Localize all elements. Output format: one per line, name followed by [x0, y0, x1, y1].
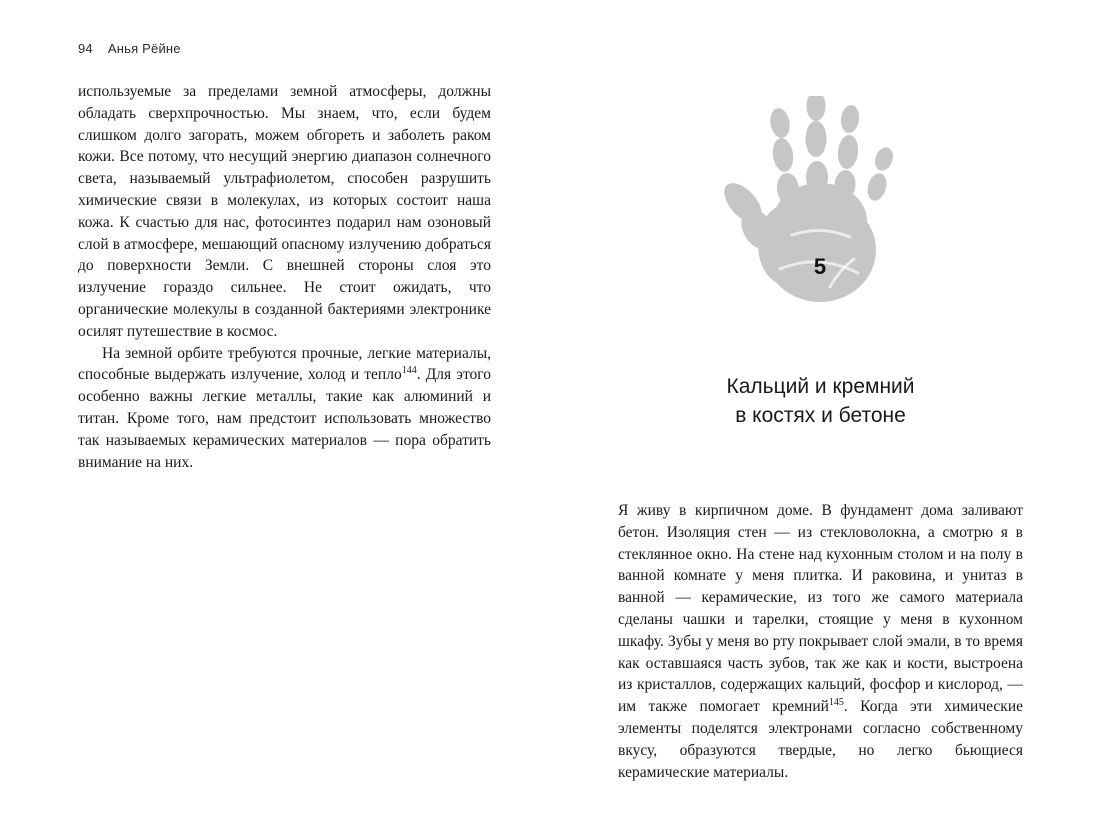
- chapter-title-line: Кальций и кремний: [726, 375, 915, 398]
- chapter-number: 5: [813, 254, 827, 279]
- left-page-body-text: [78, 81, 491, 473]
- running-header: [78, 41, 181, 56]
- paragraph-text: . Когда эти химические элементы поделятся электронами согласно собственному вкусу, образуются твердые, но легко бьющиеся керамические материалы.: [618, 698, 1023, 781]
- paragraph-text: Я живу в кирпичном доме. В фундамент дома заливают бетон. Изоляция стен — из стекловолокна, а смотрю я в стеклянное окно. На стене над кухонным столом и на полу в ванной комнате у меня плитка. И раковина, и унитаз в ванной — керамические, из того же самого материала сделаны чашки и тарелки, стоящие у меня в кухонном шкафу. Зубы у меня во рту покрывает слой эмали, в то время как оставшаяся часть зубов, так же как и кости, выстроена из кристаллов, содержащих кальций, фосфор и кислород, — им также помогает кремний: [618, 502, 1023, 716]
- paragraph-text: . Для этого особенно важны легкие металлы, такие как алюминий и титан. Кроме того, нам предстоит использовать множество так называемых керамических материалов — пора обратить внимание на них.: [78, 366, 491, 471]
- author-name: Анья Рёйне: [107, 41, 181, 56]
- chapter-title-line: в костях и бетоне: [735, 403, 906, 427]
- paragraph-text: На земной орбите требуются прочные, легкие материалы, способные выдержать излучение, холод и тепло: [78, 344, 491, 384]
- page-number: 94: [78, 41, 93, 56]
- footnote-reference: 144: [401, 365, 417, 377]
- paragraph-text: используемые за пределами земной атмосферы, должны обладать сверхпрочностью. Мы знаем, что, если будем слишком долго загорать, можем обгореть и заболеть раком кожи. Все потому, что несущий энергию диапазон солнечного света, называемый ультрафиолетом, способен разрушить химические связи в молекулах, из которых состоит наша кожа. К счастью для нас, фотосинтез подарил нам озоновый слой в атмосфере, мешающий опасному излучению добраться до поверхности Земли. С внешней стороны слоя это излучение гораздо сильнее. Не стоит ожидать, что органические молекулы в созданной бактериями электронике осилят путешествие в космос.: [78, 83, 491, 340]
- chapter-title: [618, 373, 1023, 430]
- paragraph: [78, 81, 491, 343]
- footnote-reference: 145: [828, 697, 844, 709]
- paragraph: [618, 500, 1023, 783]
- chapter-handprint-graphic: [722, 96, 918, 310]
- paragraph: [78, 343, 491, 474]
- right-page-body-text: [618, 500, 1023, 783]
